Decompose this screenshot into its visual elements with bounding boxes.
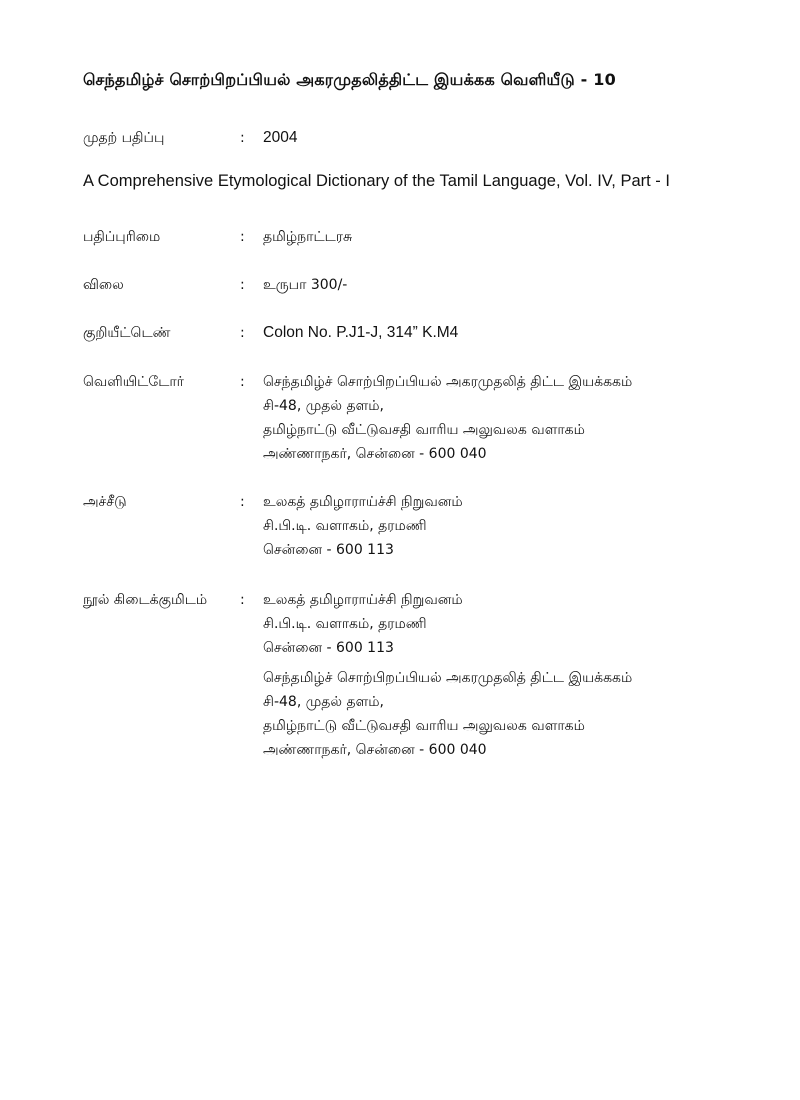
address-line: சென்னை - 600 113 bbox=[263, 542, 394, 558]
address-line: உலகத் தமிழாராய்ச்சி நிறுவனம் bbox=[263, 592, 463, 608]
address-line: தமிழ்நாட்டு வீட்டுவசதி வாரிய அலுவலக வளாகம் bbox=[263, 718, 585, 734]
address-line: சென்னை - 600 113 bbox=[263, 640, 394, 656]
code-label: குறியீட்டெண் bbox=[83, 325, 171, 341]
price-label: விலை bbox=[83, 277, 124, 293]
separator-colon: : bbox=[240, 229, 245, 245]
address-line: செந்தமிழ்ச் சொற்பிறப்பியல் அகரமுதலித் திட்ட இயக்ககம் bbox=[263, 670, 633, 686]
english-title: A Comprehensive Etymological Dictionary of the Tamil Language, Vol. IV, Part - I bbox=[83, 172, 670, 190]
address-line: சி-48, முதல் தளம், bbox=[263, 694, 384, 710]
address-line: அண்ணாநகர், சென்னை - 600 040 bbox=[263, 446, 487, 462]
separator-colon: : bbox=[240, 130, 245, 146]
availability-address-1 bbox=[263, 588, 723, 660]
address-line: உலகத் தமிழாராய்ச்சி நிறுவனம் bbox=[263, 494, 463, 510]
separator-colon: : bbox=[240, 494, 245, 510]
address-line: சி.பி.டி. வளாகம், தரமணி bbox=[263, 616, 427, 632]
price-value: உருபா 300/- bbox=[263, 277, 348, 293]
code-value: Colon No. P.J1-J, 314” K.M4 bbox=[263, 324, 459, 341]
separator-colon: : bbox=[240, 325, 245, 341]
separator-colon: : bbox=[240, 374, 245, 390]
printer-address bbox=[263, 490, 723, 562]
copyright-value: தமிழ்நாட்டரசு bbox=[263, 229, 353, 245]
series-title: செந்தமிழ்ச் சொற்பிறப்பியல் அகரமுதலித்திட்ட இயக்கக வெளியீடு - 10 bbox=[83, 70, 616, 89]
publisher-address bbox=[263, 370, 723, 466]
address-line: அண்ணாநகர், சென்னை - 600 040 bbox=[263, 742, 487, 758]
first-edition-label: முதற் பதிப்பு bbox=[83, 130, 165, 146]
copyright-label: பதிப்புரிமை bbox=[83, 229, 161, 245]
first-edition-value: 2004 bbox=[263, 129, 298, 146]
address-line: சி.பி.டி. வளாகம், தரமணி bbox=[263, 518, 427, 534]
printer-label: அச்சீடு bbox=[83, 494, 127, 510]
separator-colon: : bbox=[240, 592, 245, 608]
availability-label: நூல் கிடைக்குமிடம் bbox=[83, 592, 208, 608]
separator-colon: : bbox=[240, 277, 245, 293]
publisher-label: வெளியிட்டோர் bbox=[83, 374, 184, 390]
availability-address-2 bbox=[263, 666, 632, 762]
address-line: தமிழ்நாட்டு வீட்டுவசதி வாரிய அலுவலக வளாகம் bbox=[263, 422, 585, 438]
address-line: செந்தமிழ்ச் சொற்பிறப்பியல் அகரமுதலித் திட்ட இயக்ககம் bbox=[263, 374, 633, 390]
address-line: சி-48, முதல் தளம், bbox=[263, 398, 384, 414]
